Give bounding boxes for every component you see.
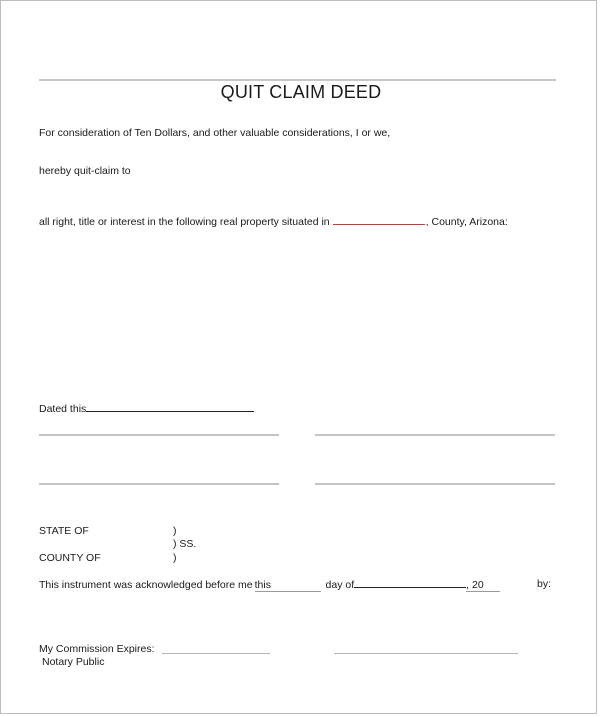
- property-suffix: , County, Arizona:: [425, 216, 508, 228]
- paren-top: ): [173, 525, 177, 537]
- ss-label: ) SS.: [173, 538, 197, 550]
- county-of-label: COUNTY OF: [39, 552, 101, 564]
- commission-expires-line[interactable]: [162, 653, 270, 654]
- ack-year-prefix: , 20: [466, 579, 484, 591]
- paren-bottom: ): [173, 552, 177, 564]
- dated-blank-field[interactable]: [86, 402, 254, 412]
- top-divider: [39, 79, 556, 81]
- ack-day-blank-field[interactable]: [255, 579, 321, 592]
- signature-line-2[interactable]: [315, 434, 555, 436]
- notary-public-label: Notary Public: [42, 656, 105, 668]
- acknowledgement-line: [39, 578, 500, 592]
- state-of-label: STATE OF: [39, 525, 89, 537]
- commission-expires-label: My Commission Expires:: [39, 643, 155, 655]
- ack-prefix: This instrument was acknowledged before me: [39, 579, 253, 591]
- signature-line-3[interactable]: [39, 483, 279, 485]
- signature-line-1[interactable]: [39, 434, 279, 436]
- notary-signature-line[interactable]: [334, 653, 518, 654]
- quitclaim-paragraph: hereby quit-claim to: [39, 165, 131, 177]
- ack-year-blank-field[interactable]: [466, 579, 500, 592]
- property-paragraph: [39, 215, 508, 228]
- document-title: QUIT CLAIM DEED: [220, 82, 382, 102]
- ack-month-blank-field[interactable]: [354, 578, 466, 588]
- county-blank-field[interactable]: [333, 215, 425, 225]
- ack-day-of: day of: [325, 579, 355, 591]
- dated-line: [39, 402, 254, 415]
- property-prefix: all right, title or interest in the following real property situated in: [39, 216, 330, 228]
- dated-label: Dated this: [39, 403, 87, 415]
- ack-this: this: [254, 579, 271, 591]
- consideration-paragraph: For consideration of Ten Dollars, and other valuable considerations, I or we,: [39, 127, 391, 139]
- ack-by: by:: [537, 578, 552, 590]
- signature-line-4[interactable]: [315, 483, 555, 485]
